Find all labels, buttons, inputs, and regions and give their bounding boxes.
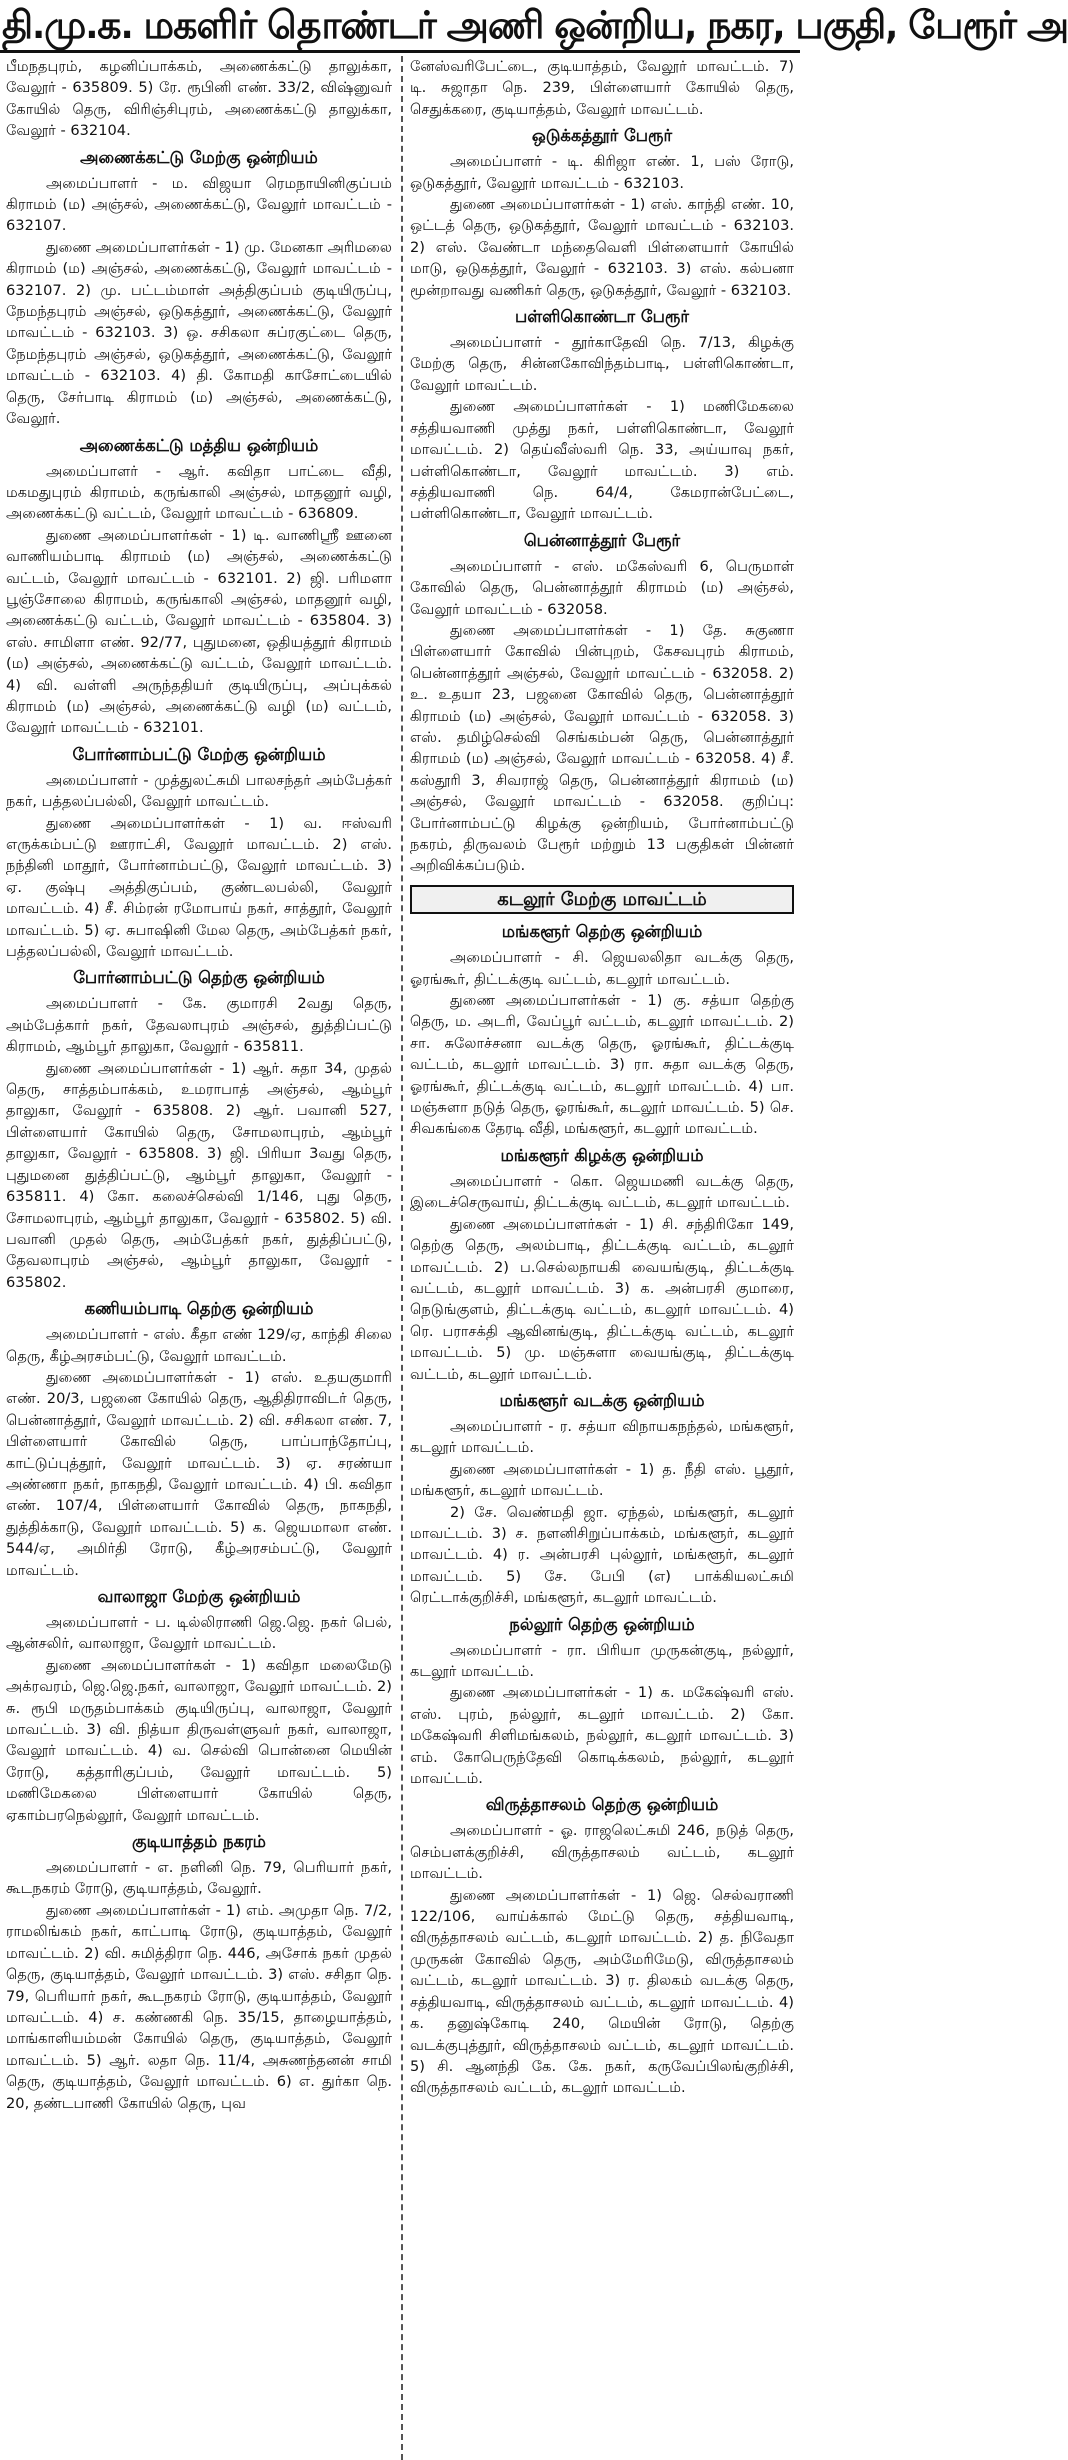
section-heading: குடியாத்தம் நகரம் [132,1832,266,1852]
headline-rule [0,50,800,53]
entry-paragraph: அமைப்பாளர் - ர. சத்யா விநாயகநந்தல், மங்களூர், கடலூர் மாவட்டம். [410,1417,794,1457]
section-heading: பள்ளிகொண்டா பேரூர் [515,307,689,327]
entry-paragraph: துணை அமைப்பாளர்கள் - 1) மணிமேகலை சத்தியவாணி முத்து நகர், பள்ளிகொண்டா, வேலூர் மாவட்டம். 2) தெய்வீஸ்வரி நெ. 33, அய்யாவு நகர், பள்ளிகொண்டா, வேலூர் மாவட்டம். 3) எம். சத்தியவாணி நெ. 64/4, கேமரான்பேட்டை, பள்ளிகொண்டா, வேலூர் மாவட்டம். [410,398,794,523]
entry-paragraph: அமைப்பாளர் - ரா. பிரியா முருகன்குடி, நல்லூர், கடலூர் மாவட்டம். [410,1641,794,1680]
section-heading: பென்னாத்தூர் பேரூர் [523,530,681,550]
entry-paragraph: 2) சே. வெண்மதி ஜா. ஏந்தல், மங்களூர், கடலூர் மாவட்டம். 3) ச. நளனிசிறுப்பாக்கம், மங்களூர், கடலூர் மாவட்டம். 4) ர. அன்பரசி புல்லூர், மங்களூர், கடலூர் மாவட்டம். 5) சே. பேபி (எ) பாக்கியலட்சுமி ரெட்டாக்குறிச்சி, மங்களூர், கடலூர் மாவட்டம். [410,1503,794,1607]
entry-paragraph: அமைப்பாளர் - எஸ். மகேஸ்வரி 6, பெருமாள் கோவில் தெரு, பென்னாத்தூர் கிராமம் (ம) அஞ்சல், வேலூர் மாவட்டம் - 632058. [410,557,794,618]
entry-paragraph: துணை அமைப்பாளர்கள் - 1) தே. சுகுணா பிள்ளையார் கோவில் பின்புறம், கேசவபுரம் கிராமம், பென்னாத்தூர் அஞ்சல், வேலூர் மாவட்டம் - 632058. 2) உ. உதயா 23, பஜனை கோவில் தெரு, பென்னாத்தூர் கிராமம் (ம) அஞ்சல், வேலூர் மாவட்டம் - 632058. 3) எஸ். தமிழ்செல்வி செங்கம்பன் தெரு, பென்னாத்தூர் கிராமம் (ம) அஞ்சல், வேலூர் மாவட்டம் - 632058. 4) சீ. கஸ்தூரி 3, சிவராஜ் தெரு, பென்னாத்தூர் கிராமம் (ம) அஞ்சல், வேலூர் மாவட்டம் - 632058. குறிப்பு: போர்னாம்பட்டு கிழக்கு ஒன்றியம், போர்னாம்பட்டு நகரம், திருவலம் பேரூர் மற்றும் 13 பகுதிகள் பின்னர் அறிவிக்கப்படும். [410,621,794,875]
entry-paragraph: துணை அமைப்பாளர்கள் - 1) ஜெ. செல்வராணி 122/106, வாய்க்கால் மேட்டு தெரு, சத்தியவாடி, விருத்தாசலம் வட்டம், கடலூர் மாவட்டம். 2) த. நிவேதா முருகன் கோவில் தெரு, அம்மேரிமேடு, விருத்தாசலம் வட்டம், கடலூர் மாவட்டம். 3) ர. திலகம் வடக்கு தெரு, சத்தியவாடி, விருத்தாசலம் வட்டம், கடலூர் மாவட்டம். 4) க. தனுஷ்கோடி 240, மெயின் ரோடு, தெற்கு வடக்குபுத்தூர், விருத்தாசலம் வட்டம், கடலூர் மாவட்டம். 5) சி. ஆனந்தி கே. கே. நகர், கருவேப்பிலங்குறிச்சி, விருத்தாசலம் வட்டம், கடலூர் மாவட்டம். [410,1886,794,2097]
entry-paragraph: அமைப்பாளர் - எஸ். கீதா எண் 129/ஏ, காந்தி சிலை தெரு, கீழ்அரசம்பட்டு, வேலூர் மாவட்டம். [6,1326,392,1365]
entry-paragraph: துணை அமைப்பாளர்கள் - 1) ஆர். சுதா 34, முதல் தெரு, சாத்தம்பாக்கம், உமராபாத் அஞ்சல், ஆம்பூர் தாலுகா, வேலூர் - 635808. 2) ஆர். பவானி 527, பிள்ளையார் கோயில் தெரு, சோமலாபுரம், ஆம்பூர் தாலுகா, வேலூர் - 635808. 3) ஜி. பிரியா 3வது தெரு, புதுமனை துத்திப்பட்டு, ஆம்பூர் தாலுகா, வேலூர் - 635811. 4) கோ. கலைச்செல்வி 1/146, புது தெரு, சோமலாபுரம், ஆம்பூர் தாலுகா, வேலூர் - 635802. 5) வி. பவானி முதல் தெரு, அம்பேத்கர் நகர், துத்திப்பட்டு, தேவலாபுரம் அஞ்சல், ஆம்பூர் தாலுகா, வேலூர் - 635802. [6,1059,392,1291]
entry-paragraph: துணை அமைப்பாளர்கள் - 1) த. நீதி எஸ். பூதூர், மங்களூர், கடலூர் மாவட்டம். [410,1460,794,1500]
section-heading: போர்னாம்பட்டு மேற்கு ஒன்றியம் [72,744,326,764]
left-column [2,56,398,2460]
entry-paragraph: துணை அமைப்பாளர்கள் - 1) டி. வாணிஸ்ரீ ஊனை வாணியம்பாடி கிராமம் (ம) அஞ்சல், அணைக்கட்டு வட்டம், வேலூர் மாவட்டம் - 632101. 2) ஜி. பரிமளா பூஞ்சோலை கிராமம், கருங்காலி அஞ்சல், மாதனூர் வழி, அணைக்கட்டு வட்டம், வேலூர் மாவட்டம் - 635804. 3) எஸ். சாமிளா எண். 92/77, புதுமனை, ஒதியத்தூர் கிராமம் (ம) அஞ்சல், அணைக்கட்டு வட்டம், வேலூர் மாவட்டம். 4) வி. வள்ளி அருந்ததியர் குடியிருப்பு, அப்புக்கல் கிராமம் (ம) அஞ்சல், அணைக்கட்டு வழி (ம) வட்டம், வேலூர் மாவட்டம் - 632101. [6,526,392,737]
entry-paragraph: பீமநதபுரம், கழனிப்பாக்கம், அணைக்கட்டு தாலுக்கா, வேலூர் - 635809. 5) ரே. ரூபினி எண். 33/2, விஷ்னுவர் கோயில் தெரு, விரிஞ்சிபுரம், அணைக்கட்டு தாலுக்கா, வேலூர் - 632104. [6,58,392,140]
entry-paragraph: துணை அமைப்பாளர்கள் - 1) எஸ். காந்தி எண். 10, ஒட்டத் தெரு, ஒடுகத்தூர், வேலூர் மாவட்டம் - 632103. 2) எஸ். வேண்டா மந்தைவெளி பிள்ளையார் கோயில் மாடு, ஒடுகத்தூர், வேலூர் - 632103. 3) எஸ். கல்பனா மூன்றாவது வணிகர் தெரு, ஒடுகத்தூர், வேலூர் - 632103. [410,196,794,299]
entry-paragraph: அமைப்பாளர் - கொ. ஜெயமணி வடக்கு தெரு, இடைச்செருவாய், திட்டக்குடி வட்டம், கடலூர் மாவட்டம். [410,1172,794,1212]
entry-paragraph: துணை அமைப்பாளர்கள் - 1) மு. மேனகா அரிமலை கிராமம் (ம) அஞ்சல், அணைக்கட்டு, வேலூர் மாவட்டம் - 632107. 2) மு. பட்டம்மாள் அத்திகுப்பம் குடியிருப்பு, நேமந்தபுரம் அஞ்சல், ஒடுகத்தூர், அணைக்கட்டு, வேலூர் மாவட்டம் - 632103. 3) ஒ. சசிகலா சுப்ரகுட்டை தெரு, நேமந்தபுரம் அஞ்சல், ஒடுகத்தூர், அணைக்கட்டு, வேலூர் மாவட்டம் - 632103. 4) தி. கோமதி காசோட்டையில் தெரு, சேர்பாடி கிராமம் (ம) அஞ்சல், அணைக்கட்டு, வேலூர். [6,238,392,428]
section-heading: அணைக்கட்டு மேற்கு ஒன்றியம் [80,147,318,167]
page-headline: தி.மு.க. மகளிர் தொண்டர் அணி ஒன்றிய, நகர, பகுதி, பேரூர் அ [0,0,800,50]
section-heading: போர்னாம்பட்டு தெற்கு ஒன்றியம் [73,968,325,988]
section-heading: விருத்தாசலம் தெற்கு ஒன்றியம் [485,1795,719,1815]
entry-paragraph: அமைப்பாளர் - டி. கிரிஜா எண். 1, பஸ் ரோடு, ஒடுகத்தூர், வேலூர் மாவட்டம் - 632103. [410,153,794,192]
entry-paragraph: அமைப்பாளர் - கே. குமாரசி 2வது தெரு, அம்பேத்கார் நகர், தேவலாபுரம் அஞ்சல், துத்திப்பட்டு கிராமம், ஆம்பூர் தாலுகா, வேலூர் - 635811. [6,995,392,1056]
section-heading: நல்லூர் தெற்கு ஒன்றியம் [509,1614,695,1634]
section-heading: ஒடுக்கத்தூர் பேரூர் [531,126,673,146]
entry-paragraph: துணை அமைப்பாளர்கள் - 1) வ. ஈஸ்வரி எருக்கம்பட்டு ஊராட்சி, வேலூர் மாவட்டம். 2) எஸ். நந்தினி மாதூர், போர்னாம்பட்டு, வேலூர் மாவட்டம். 3) ஏ. குஷ்பு அத்திகுப்பம், குண்டலபல்லி, வேலூர் மாவட்டம். 4) சீ. சிம்ரன் ரமோபாய் நகர், சாத்தூர், வேலூர் மாவட்டம். 5) ஏ. சுபாஷினி மேல தெரு, அம்பேத்கர் நகர், பத்தலப்பல்லி, வேலூர் மாவட்டம். [6,814,392,961]
entry-paragraph: அமைப்பாளர் - ஆர். கவிதா பாட்டை வீதி, மகமதுபுரம் கிராமம், கருங்காலி அஞ்சல், மாதனூர் வழி, அணைக்கட்டு வட்டம், வேலூர் மாவட்டம் - 636809. [6,462,392,523]
section-heading: கணியம்பாடி தெற்கு ஒன்றியம் [84,1299,314,1319]
entry-paragraph: துணை அமைப்பாளர்கள் - 1) கவிதா மலைமேடு அக்ரவரம், ஜெ.ஜெ.நகர், வாலாஜா, வேலூர் மாவட்டம். 2) சு. ரூபி மருதம்பாக்கம் குடியிருப்பு, வாலாஜா, வேலூர் மாவட்டம். 3) வி. நித்யா திருவள்ளுவர் நகர், வாலாஜா, வேலூர் மாவட்டம். 4) வ. செல்வி பொன்னை மெயின் ரோடு, கத்தாரிகுப்பம், வேலூர் மாவட்டம். 5) மணிமேகலை பிள்ளையார் கோயில் தெரு, ஏகாம்பரநெல்லூர், வேலூர் மாவட்டம். [6,1656,392,1824]
column-divider [401,56,403,2460]
entry-paragraph: துணை அமைப்பாளர்கள் - 1) எஸ். உதயகுமாரி எண். 20/3, பஜனை கோயில் தெரு, ஆதிதிராவிடர் தெரு, பென்னாத்தூர், வேலூர் மாவட்டம். 2) வி. சசிகலா எண். 7, பிள்ளையார் கோவில் தெரு, பாப்பாந்தோப்பு, காட்டுப்புத்தூர், வேலூர் மாவட்டம். 3) ஏ. சரண்யா அண்ணா நகர், நாகநதி, வேலூர் மாவட்டம். 4) பி. கவிதா எண். 107/4, பிள்ளையார் கோவில் தெரு, நாகநதி, துத்திக்காடு, வேலூர் மாவட்டம். 5) க. ஜெயமாலா எண். 544/ஏ, அமிர்தி ரோடு, கீழ்அரசம்பட்டு, வேலூர் மாவட்டம். [6,1368,392,1579]
section-heading: மங்களூர் வடக்கு ஒன்றியம் [499,1390,705,1410]
entry-paragraph: துணை அமைப்பாளர்கள் - 1) எம். அமுதா நெ. 7/2, ராமலிங்கம் நகர், காட்பாடி ரோடு, குடியாத்தம், வேலூர் மாவட்டம். 2) வி. சுமித்திரா நெ. 446, அசோக் நகர் முதல் தெரு, குடியாத்தம், வேலூர் மாவட்டம். 3) எஸ். சசிதா நெ. 79, பெரியார் நகர், கூடநகரம் ரோடு, குடியாத்தம், வேலூர் மாவட்டம். 4) ச. கண்ணகி நெ. 35/15, தாழையாத்தம், மாங்காளியம்மன் கோயில் தெரு, குடியாத்தம், வேலூர் மாவட்டம். 5) ஆர். லதா நெ. 11/4, அசுணந்தனன் சாமி தெரு, குடியாத்தம், வேலூர் மாவட்டம். 6) எ. துர்கா நெ. 20, தண்டபாணி கோயில் தெரு, புவ [6,1901,392,2112]
entry-paragraph: அமைப்பாளர் - எ. நளினி நெ. 79, பெரியார் நகர், கூடநகரம் ரோடு, குடியாத்தம், வேலூர். [6,1859,392,1898]
entry-paragraph: அமைப்பாளர் - முத்துலட்சுமி பாலசந்தர் அம்பேத்கர் நகர், பத்தலப்பல்லி, வேலூர் மாவட்டம். [6,771,392,811]
entry-paragraph: னேஸ்வரிபேட்டை, குடியாத்தம், வேலூர் மாவட்டம். 7) டி. சுஜாதா நெ. 239, பிள்ளையார் கோயில் தெரு, செதுக்கரை, குடியாத்தம், வேலூர் மாவட்டம். [410,58,794,118]
entry-paragraph: அமைப்பாளர் - ம. விஜயா ரெமநாயினிகுப்பம் கிராமம் (ம) அஞ்சல், அணைக்கட்டு, வேலூர் மாவட்டம் - 632107. [6,174,392,235]
entry-paragraph: அமைப்பாளர் - சி. ஜெயலலிதா வடக்கு தெரு, ஓரங்கூர், திட்டக்குடி வட்டம், கடலூர் மாவட்டம். [410,949,794,988]
entry-paragraph: அமைப்பாளர் - ஓ. ராஜலெட்சுமி 246, நடுத் தெரு, செம்பளக்குறிச்சி, விருத்தாசலம் வட்டம், கடலூர் மாவட்டம். [410,1822,794,1883]
entry-paragraph: துணை அமைப்பாளர்கள் - 1) சி. சந்திரிகோ 149, தெற்கு தெரு, அலம்பாடி, திட்டக்குடி வட்டம், கடலூர் மாவட்டம். 2) ப.செல்லநாயகி வையங்குடி, திட்டக்குடி வட்டம், கடலூர் மாவட்டம். 3) க. அன்பரசி குமாரை, நெடுங்குளம், திட்டக்குடி வட்டம், கடலூர் மாவட்டம். 4) ரெ. பராசக்தி ஆவினங்குடி, திட்டக்குடி வட்டம், கடலூர் மாவட்டம். 5) மு. மஞ்சுளா வையங்குடி, திட்டக்குடி வட்டம், கடலூர் மாவட்டம். [410,1215,794,1383]
entry-paragraph: துணை அமைப்பாளர்கள் - 1) க. மகேஷ்வரி எஸ். எஸ். புரம், நல்லூர், கடலூர் மாவட்டம். 2) கோ. மகேஷ்வரி சிளிமங்கலம், நல்லூர், கடலூர் மாவட்டம். 3) எம். கோபெருந்தேவி கொடிக்கலம், நல்லூர், கடலூர் மாவட்டம். [410,1684,794,1788]
section-heading: மங்களூர் தெற்கு ஒன்றியம் [501,922,703,942]
entry-paragraph: அமைப்பாளர் - ப. டில்லிராணி ஜெ.ஜெ. நகர் பெல், ஆன்சலிர், வாலாஜா, வேலூர் மாவட்டம். [6,1614,392,1653]
section-heading: அணைக்கட்டு மத்திய ஒன்றியம் [79,435,319,455]
section-heading: மங்களூர் கிழக்கு ஒன்றியம் [500,1145,704,1165]
district-heading: கடலூர் மேற்கு மாவட்டம் [410,885,794,914]
entry-paragraph: அமைப்பாளர் - தூர்காதேவி நெ. 7/13, கிழக்கு மேற்கு தெரு, சின்னகோவிந்தம்பாடி, பள்ளிகொண்டா, வேலூர் மாவட்டம். [410,334,794,394]
entry-paragraph: துணை அமைப்பாளர்கள் - 1) கு. சத்யா தெற்கு தெரு, ம. அடரி, வேப்பூர் வட்டம், கடலூர் மாவட்டம். 2) சா. சுலோச்சனா வடக்கு தெரு, ஓரங்கூர், திட்டக்குடி வட்டம், கடலூர் மாவட்டம். 3) ரா. சுதா வடக்கு தெரு, ஓரங்கூர், திட்டக்குடி வட்டம், கடலூர் மாவட்டம். 4) பா. மஞ்சுளா நடுத் தெரு, ஓரங்கூர், கடலூர் மாவட்டம். 5) செ. சிவகங்கை தேரடி வீதி, மங்களூர், கடலூர் மாவட்டம். [410,992,794,1138]
section-heading: வாலாஜா மேற்கு ஒன்றியம் [97,1587,301,1606]
right-column [404,56,798,2460]
